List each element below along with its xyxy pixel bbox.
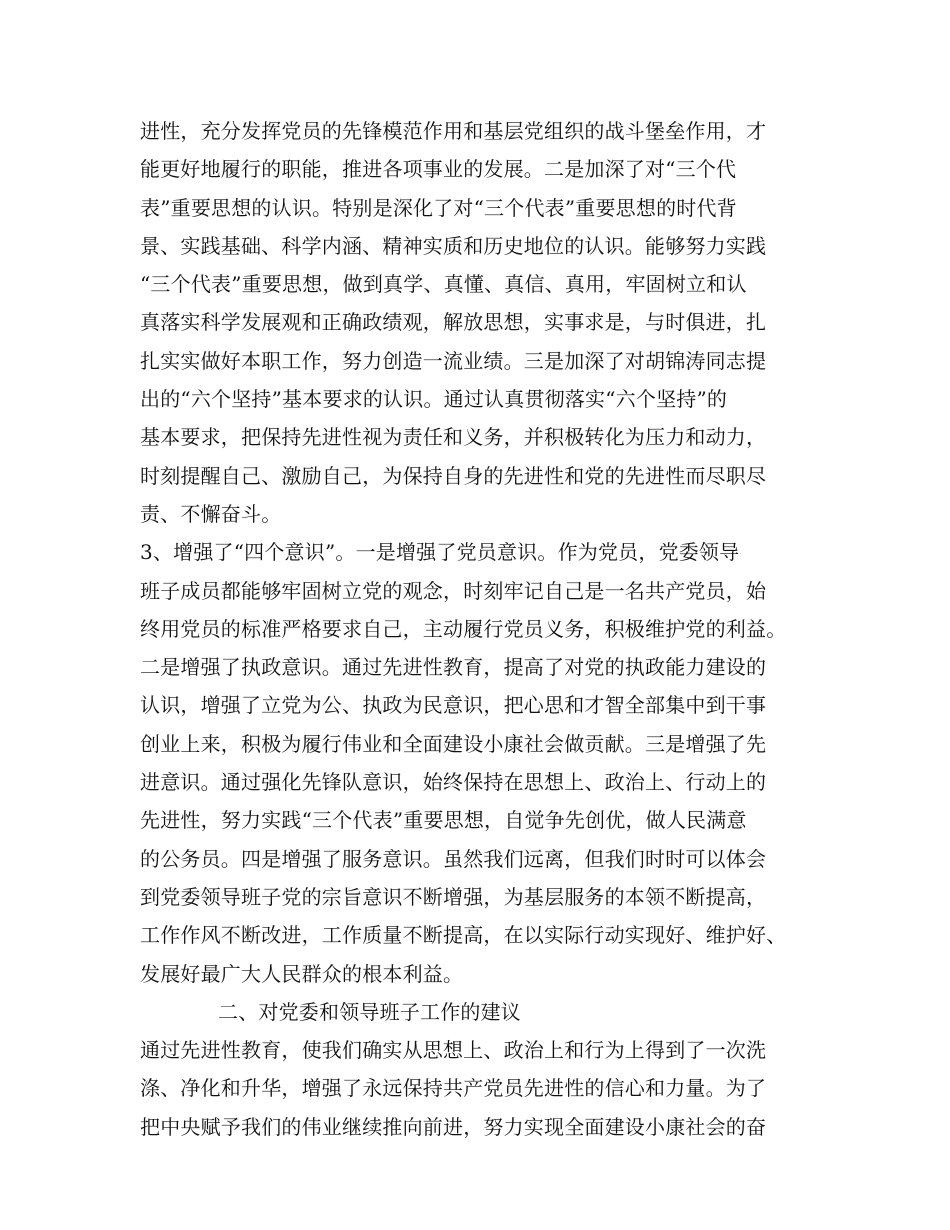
document-body	[140, 112, 840, 1146]
text-line: 创业上来，积极为履行伟业和全面建设小康社会做贡献。三是增强了先	[140, 731, 767, 756]
text-line: 3、增强了“四个意识”。一是增强了党员意识。作为党员，党委领导	[140, 540, 740, 565]
text-line: 进性，充分发挥党员的先锋模范作用和基层党组织的战斗堡垒作用，才	[140, 119, 767, 143]
text-line: 发展好最广大人民群众的根本利益。	[140, 961, 464, 986]
text-line: 责、不懈奋斗。	[140, 501, 282, 526]
section-heading: 二、对党委和领导班子工作的建议	[218, 999, 521, 1024]
text-line: 终用党员的标准严格要求自己，主动履行党员义务，积极维护党的利益。	[140, 616, 787, 641]
text-line: “三个代表”重要思想，做到真学、真懂、真信、真用，牢固树立和认	[140, 272, 747, 297]
text-line: 真落实科学发展观和正确政绩观，解放思想，实事求是，与时俱进，扎	[140, 310, 767, 335]
text-line: 扎实实做好本职工作，努力创造一流业绩。三是加深了对胡锦涛同志提	[140, 348, 767, 373]
text-line: 表”重要思想的认识。特别是深化了对“三个代表”重要思想的时代背	[140, 195, 737, 220]
text-line: 能更好地履行的职能，推进各项事业的发展。二是加深了对“三个代	[140, 157, 737, 182]
text-line: 通过先进性教育，使我们确实从思想上、政治上和行为上得到了一次洗	[140, 1038, 767, 1063]
text-line: 先进性，努力实践“三个代表”重要思想，自觉争先创优，做人民满意	[140, 808, 747, 833]
text-line: 景、实践基础、科学内涵、精神实质和历史地位的认识。能够努力实践	[140, 233, 767, 258]
text-line: 认识，增强了立党为公、执政为民意识，把心思和才智全部集中到干事	[140, 693, 767, 718]
text-line: 到党委领导班子党的宗旨意识不断增强，为基层服务的本领不断提高，	[140, 884, 767, 909]
text-line: 基本要求，把保持先进性视为责任和义务，并积极转化为压力和动力，	[140, 425, 767, 450]
text-line: 时刻提醒自己、激励自己，为保持自身的先进性和党的先进性而尽职尽	[140, 463, 767, 488]
text-line: 的公务员。四是增强了服务意识。虽然我们远离，但我们时时可以体会	[140, 846, 767, 871]
text-line: 工作作风不断改进，工作质量不断提高，在以实际行动实现好、维护好、	[140, 923, 787, 948]
text-line: 班子成员都能够牢固树立党的观念，时刻牢记自己是一名共产党员，始	[140, 578, 767, 603]
text-line: 出的“六个坚持”基本要求的认识。通过认真贯彻落实“六个坚持”的	[140, 387, 728, 412]
text-line: 涤、净化和升华，增强了永远保持共产党员先进性的信心和力量。为了	[140, 1076, 767, 1101]
text-line: 二是增强了执政意识。通过先进性教育，提高了对党的执政能力建设的	[140, 655, 767, 680]
text-line: 进意识。通过强化先锋队意识，始终保持在思想上、政治上、行动上的	[140, 770, 767, 795]
text-line: 把中央赋予我们的伟业继续推向前进，努力实现全面建设小康社会的奋	[140, 1114, 767, 1139]
